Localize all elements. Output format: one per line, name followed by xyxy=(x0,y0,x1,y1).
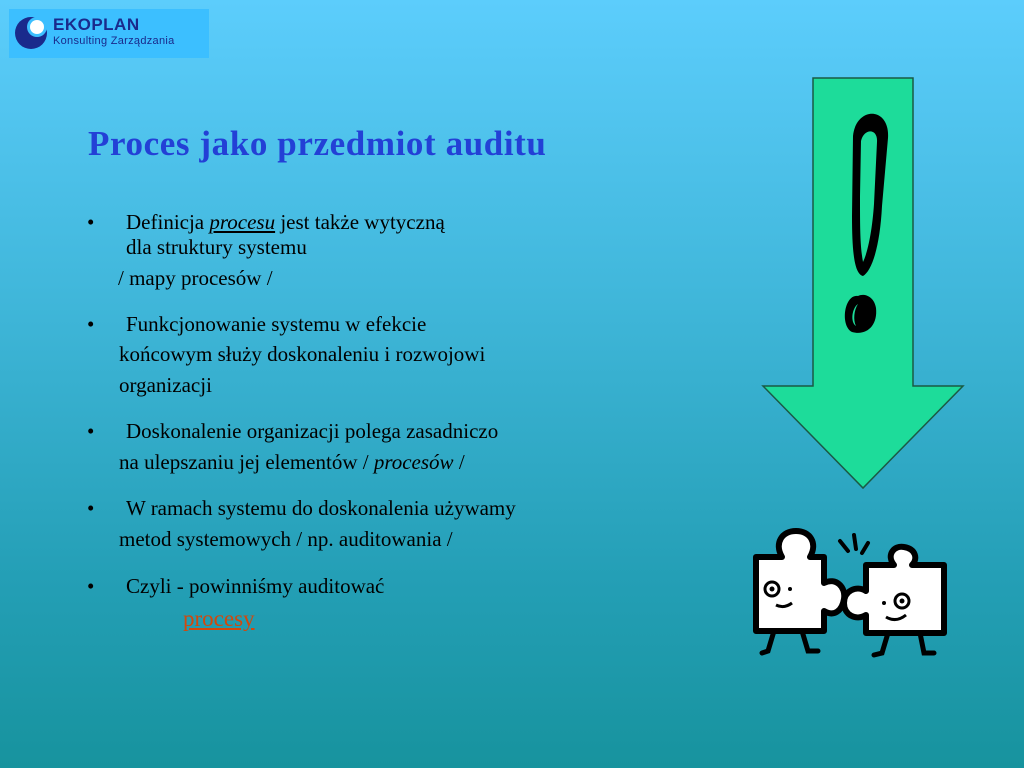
bullet-1-line-1 xyxy=(126,212,445,233)
bullet-1-suffix: jest także wytyczną xyxy=(275,210,445,234)
logo-name: EKOPLAN xyxy=(53,15,140,34)
logo-moon-icon xyxy=(13,14,49,50)
bullet-3-line-2 xyxy=(119,452,465,473)
bullet-marker: • xyxy=(87,312,95,336)
bullet-1-prefix: Definicja xyxy=(126,210,210,234)
bullet-marker: • xyxy=(87,210,95,234)
bullet-2-line-2: końcowym służy doskonaleniu i rozwojowi xyxy=(119,342,486,366)
bullet-4-line-1: W ramach systemu do doskonalenia używamy xyxy=(126,496,516,520)
ekoplan-logo xyxy=(9,9,209,58)
puzzle-characters-icon xyxy=(748,525,954,665)
exclamation-arrow-icon xyxy=(760,76,966,492)
bullet-marker: • xyxy=(87,496,95,520)
bullet-3-suffix: / xyxy=(453,450,465,474)
bullet-4-line-2: metod systemowych / np. auditowania / xyxy=(119,527,453,551)
logo-tagline: Konsulting Zarządzania xyxy=(53,35,175,47)
bullet-1-emphasis: procesu xyxy=(209,210,276,234)
bullet-3-emphasis: procesów xyxy=(373,450,454,474)
bullet-1-line-3: / mapy procesów / xyxy=(118,266,273,290)
bullet-5-line-1: Czyli - powinniśmy auditować xyxy=(126,574,385,598)
slide-title: Proces jako przedmiot auditu xyxy=(88,124,547,163)
bullet-2-line-1: Funkcjonowanie systemu w efekcie xyxy=(126,312,427,336)
bullet-marker: • xyxy=(87,574,95,598)
bullet-marker: • xyxy=(87,419,95,443)
bullet-3-line-1: Doskonalenie organizacji polega zasadniczo xyxy=(126,419,499,443)
processes-link[interactable]: procesy xyxy=(183,606,255,631)
bullet-2-line-3: organizacji xyxy=(119,373,212,397)
bullet-3-prefix: na ulepszaniu jej elementów / xyxy=(119,450,374,474)
bullet-1-line-2: dla struktury systemu xyxy=(126,235,307,259)
